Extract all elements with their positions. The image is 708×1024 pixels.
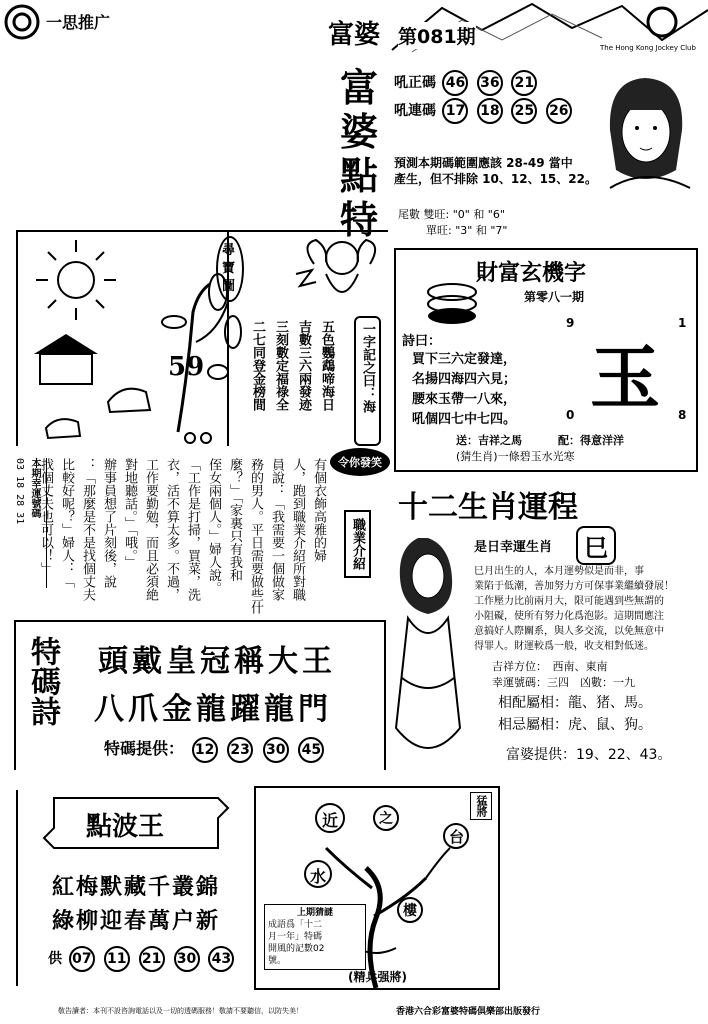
main-numbers-label: 吼正碼 [394,75,436,91]
dianbo-line-1: 紅梅默藏千叢錦 [52,874,221,900]
today-label: 是日幸運生肖 [474,540,553,555]
woman-figure-icon [388,528,468,788]
story-column: 侄女兩個人。」婦人說。 [206,458,221,595]
treasure-number: 59 [168,352,205,382]
lucky-nums: 03 18 28 31 [14,458,25,525]
poem-column: 五色鸚鵡啼海日 [319,320,334,411]
dianbo-title: 點波王 [86,812,165,842]
dianbo-line-2: 綠柳迎春萬户新 [52,908,221,934]
zodiac-body [474,564,700,654]
note-line: 月一年」特碼 [268,932,323,942]
zodiac-lucky-nums: 幸運號碼：三四 凶數：一九 [492,676,635,689]
tree-char: 台 [449,828,465,846]
today-char: 巳 [576,526,616,565]
caifu-poem [412,350,516,430]
number-ball: 30 [174,946,200,972]
zodiac-provide: 富婆提供：19、22、43。 [506,747,672,763]
number-ball: 23 [227,737,253,763]
jockey-club-text: The Hong Kong Jockey Club [600,44,696,52]
number-ball: 18 [477,98,503,124]
story-column: 衣，活不算太多。不過， [164,458,179,601]
provide-label: 特碼提供： [104,739,185,758]
number-ball: 25 [511,98,537,124]
te-poem-line-1: 頭戴皇冠稱大王 [98,644,336,679]
header-banner [322,0,708,60]
cupid-icon [294,234,384,320]
tree-char: 樓 [403,903,417,919]
caifu-panel [394,248,698,472]
tree-char: 水 [310,867,327,886]
te-poem-provide [104,736,326,763]
dianbo-provide [48,946,236,972]
tail-line-2: 單旺: "3" 和 "7" [426,224,508,237]
story-column: 對地聽話。」「哦。」 [122,458,137,569]
corner-num: 8 [678,408,687,422]
woman-portrait [590,70,700,190]
tree-caption: (精兵强將) [348,970,407,984]
predict-line-2: 產生，但不排除 10、12、15、22。 [394,172,597,186]
body-line: 業陷于低潮，善加努力方可保事業繼續發展！ [474,581,674,592]
fupo-char: 富 [340,65,379,110]
te-poem-line-2: 八爪金龍躍龍門 [94,692,332,727]
body-line: 小阻礙，使所有努力化爲泡影。這期間應注 [474,611,664,622]
story-column: 人，跑到職業介紹所對職 [290,458,305,601]
number-ball: 12 [192,737,218,763]
treasure-map-title: 尋寶圖 [216,236,244,302]
number-ball: 30 [263,737,289,763]
number-ball: 17 [442,98,468,124]
provide-label: 供 [48,951,62,967]
number-ball: 46 [442,70,468,96]
house-icon [34,334,98,384]
tree-note-box [264,904,366,970]
caifu-issue: 第零八一期 [524,290,585,304]
woman-face-icon [590,70,700,190]
zodiac-title: 十二生肖運程 [398,490,578,525]
poem-column: 吉數三六兩發迹 [296,320,311,411]
story-column: 找個丈夫也可以！」 [38,458,53,575]
caifu-send: 送：吉祥之馬 [456,434,522,447]
zodiac-direction: 吉祥方位： 西南、東南 [492,660,608,673]
tree-char: 之 [379,811,393,827]
zodiac-panel [388,478,704,768]
caifu-title: 財富玄機字 [476,260,587,286]
tree-panel [254,786,500,990]
tiger-icon [46,419,80,438]
note-line: 號。 [268,956,287,966]
body-line: 意搞好人際關系，與人多交流，以免無意中 [474,626,664,637]
note-line: 成語爲「十二 [268,920,323,930]
note-line: 上期猜謎 [296,908,333,918]
fupo-char: 特 [340,197,379,242]
sun-icon [36,240,116,320]
body-line: 巳月出生的人，本月運勢似是而非，事 [474,566,644,577]
note-line: 開風的記數02 [268,944,325,954]
tail-line-1: 尾數 雙旺: "0" 和 "6" [398,208,505,221]
predict-line-1: 預測本期碼範圍應該 28-49 當中 [394,156,573,170]
zodiac-conflict: 相忌屬相：虎、鼠、狗。 [498,717,652,733]
fupo-title-column [340,66,388,242]
number-ball: 21 [511,70,537,96]
dianbo-panel [16,790,250,986]
top-left-logo [2,2,42,42]
caifu-match: 配：得意洋洋 [558,434,624,447]
treasure-map-panel [16,230,388,446]
main-numbers-row [394,70,539,96]
story-column: 工作要勤勉，而且必須絶 [143,458,158,601]
story-column: 員說：「我需要一個做家 [269,458,284,601]
caifu-guess: (猜生肖)一條碧玉水光寒 [456,450,575,463]
te-poem-title: 特碼詩 [25,636,60,726]
poem-line: 腰來玉帶一八來， [412,392,517,407]
issue-number: 第081期 [398,22,476,49]
number-ball: 36 [477,70,503,96]
top-left-label: 一思推广 [46,13,111,32]
poem-label: 詩曰： [402,334,442,349]
number-ball: 26 [546,98,572,124]
link-numbers-label: 吼連碼 [394,103,436,119]
number-ball: 11 [104,946,130,972]
job-story [38,458,328,618]
number-ball: 21 [139,946,165,972]
story-column: 有個衣飾高雅的婦 [311,458,326,562]
story-column: 麼？」「家裏只有我和 [227,458,242,582]
story-column: 「工作是打掃，買菜，洗 [185,458,200,601]
treasure-poem [248,320,336,430]
tiger-icon [108,389,150,412]
corner-num: 0 [566,408,575,422]
body-line: 得罪人。財運較爲一般，收支相對低迷。 [474,641,654,652]
job-title: 職業介紹 [344,510,371,578]
spiral-logo-icon [2,2,42,42]
story-column: 務的男人。平日需要做些什 [248,458,263,614]
number-ball: 45 [298,737,324,763]
poem-column: 二七同登金榜間 [250,320,265,411]
lucky-label: 本期幸運號碼 [29,458,40,518]
cupid-illustration [294,234,384,320]
corner-num: 9 [566,316,575,330]
story-column: 比較好呢？」婦人：「 [59,458,74,588]
fupo-char: 婆 [340,109,379,154]
body-line: 工作壓力比前兩月大，限可能遇到些無謂的 [474,596,664,607]
job-badge: 令你發笑 [330,448,390,476]
story-column: ：「那麼是不是找個丈夫 [80,458,95,601]
te-poem-panel [14,620,386,770]
corner-num: 1 [678,316,687,330]
number-ball: 07 [69,946,95,972]
zodiac-match: 相配屬相：龍、猪、馬。 [498,695,652,711]
zi-ji-scroll: 一字記之曰：海 [354,316,381,446]
big-char: 玉 [590,336,660,419]
coins-icon [422,278,482,328]
tree-char: 近 [322,811,339,830]
footer-left: 敬告讀者：本刊不設咨詢電話以及一切的透碼服務！敬請不要聽信，以防失美！ [58,1007,303,1015]
tree-badge: 猛將 [470,792,492,820]
footer-right: 香港六合彩富婆特碼俱樂部出版發行 [396,1007,541,1017]
glasses-icon [185,433,211,443]
poem-line: 名揚四海四六見； [412,372,517,387]
story-column: 辦事員想了片刻後，說 [101,458,116,588]
link-numbers-row [394,98,574,124]
number-ball: 43 [208,946,234,972]
poem-line: 買下三六定發達， [412,352,517,367]
poem-column: 三刻數定福祿全 [273,320,288,411]
fupo-char: 點 [340,153,379,198]
poem-line: 吼個四七中七四。 [412,412,517,427]
header-title: 富婆 [328,20,381,50]
